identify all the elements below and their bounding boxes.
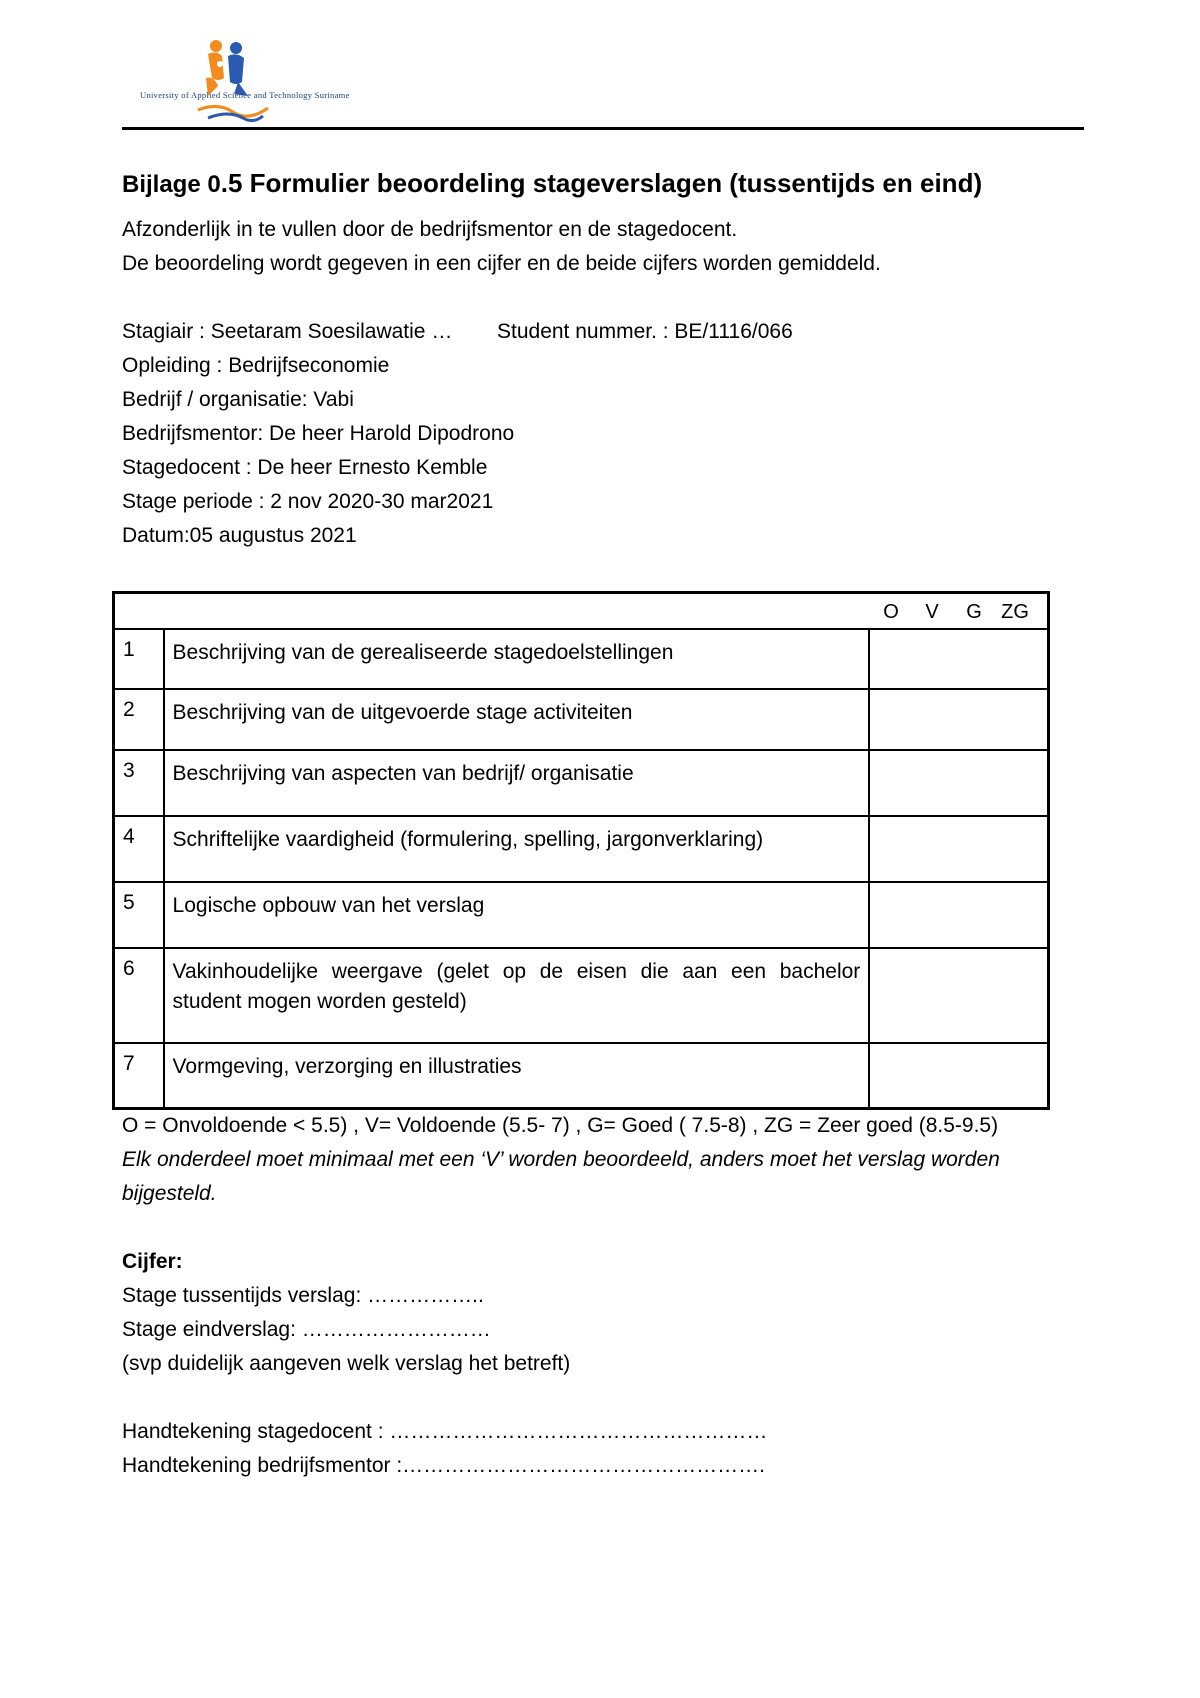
score-cell[interactable] (869, 750, 1048, 816)
row-number: 2 (114, 689, 164, 750)
scale-zg: ZG (1001, 601, 1029, 623)
table-header-row (114, 593, 1049, 629)
datum-field: Datum:05 augustus 2021 (122, 524, 357, 547)
row-criterion: Beschrijving van de gerealiseerde stagedoelstellingen (164, 629, 870, 689)
row-number: 3 (114, 750, 164, 816)
page-title (122, 168, 982, 199)
score-cell[interactable] (869, 816, 1048, 882)
row-criterion: Beschrijving van de uitgevoerde stage activiteiten (164, 689, 870, 750)
title-prefix: Bijlage 0 (122, 171, 221, 198)
table-row (114, 882, 1049, 948)
opleiding-field: Opleiding : Bedrijfseconomie (122, 354, 390, 377)
stagedocent-field: Stagedocent : De heer Ernesto Kemble (122, 456, 488, 479)
logo-university-name: University of Applied Science and Technology Suriname (140, 90, 350, 100)
row-criterion: Schriftelijke vaardigheid (formulering, spelling, jargonverklaring) (164, 816, 870, 882)
row-criterion: Logische opbouw van het verslag (164, 882, 870, 948)
signature-stagedocent-field[interactable]: Handtekening stagedocent : ……………………………………………… (122, 1420, 768, 1443)
score-cell[interactable] (869, 948, 1048, 1043)
eind-grade-field[interactable]: Stage eindverslag: ……………………… (122, 1318, 491, 1341)
university-logo (138, 38, 388, 126)
logo-swirl-icon (188, 100, 278, 126)
row-number: 7 (114, 1043, 164, 1109)
scale-v: V (925, 601, 939, 623)
bedrijfsmentor-field: Bedrijfsmentor: De heer Harold Dipodrono (122, 422, 515, 445)
table-header-cell (114, 593, 1049, 629)
legend-note-line-2: bijgesteld. (122, 1182, 217, 1205)
score-cell[interactable] (869, 1043, 1048, 1109)
title-main: .5 Formulier beoordeling stageverslagen (tussentijds en eind) (220, 168, 983, 198)
row-number: 6 (114, 948, 164, 1043)
table-row (114, 750, 1049, 816)
intro-line-1: Afzonderlijk in te vullen door de bedrijfsmentor en de stagedocent. (122, 218, 738, 241)
stage-periode-field: Stage periode : 2 nov 2020-30 mar2021 (122, 490, 494, 513)
table-row (114, 948, 1049, 1043)
row-number: 4 (114, 816, 164, 882)
table-row (114, 816, 1049, 882)
table-row (114, 629, 1049, 689)
row-criterion: Vormgeving, verzorging en illustraties (164, 1043, 870, 1109)
row-criterion: Vakinhoudelijke weergave (gelet op de eisen die aan een bachelor student mogen worden gesteld) (164, 948, 870, 1043)
score-cell[interactable] (869, 629, 1048, 689)
score-cell[interactable] (869, 689, 1048, 750)
intro-line-2: De beoordeling wordt gegeven in een cijfer en de beide cijfers worden gemiddeld. (122, 252, 881, 275)
student-number-field: Student nummer. : BE/1116/066 (497, 320, 793, 343)
row-criterion: Beschrijving van aspecten van bedrijf/ organisatie (164, 750, 870, 816)
assessment-table (112, 591, 1050, 1110)
stagiair-field: Stagiair : Seetaram Soesilawatie … (122, 320, 453, 343)
scale-g: G (966, 601, 982, 623)
cijfer-heading: Cijfer: (122, 1250, 183, 1273)
grade-scale-header (871, 601, 1035, 624)
score-cell[interactable] (869, 882, 1048, 948)
header-divider (122, 127, 1084, 130)
tussentijds-grade-field[interactable]: Stage tussentijds verslag: …………….. (122, 1284, 484, 1307)
cijfer-note: (svp duidelijk aangeven welk verslag het betreft) (122, 1352, 571, 1375)
logo-figures-icon (178, 38, 273, 98)
legend-note-line-1: Elk onderdeel moet minimaal met een ‘V’ worden beoordeeld, anders moet het verslag worden (122, 1148, 1000, 1171)
table-row (114, 689, 1049, 750)
signature-bedrijfsmentor-field[interactable]: Handtekening bedrijfsmentor :……………………………………………. (122, 1454, 765, 1477)
row-number: 5 (114, 882, 164, 948)
scale-o: O (883, 601, 899, 623)
grade-legend: O = Onvoldoende < 5.5) , V= Voldoende (5.5- 7) , G= Goed ( 7.5-8) , ZG = Zeer goed (8.5-9.5) (122, 1114, 999, 1137)
table-row (114, 1043, 1049, 1109)
bedrijf-field: Bedrijf / organisatie: Vabi (122, 388, 354, 411)
row-number: 1 (114, 629, 164, 689)
